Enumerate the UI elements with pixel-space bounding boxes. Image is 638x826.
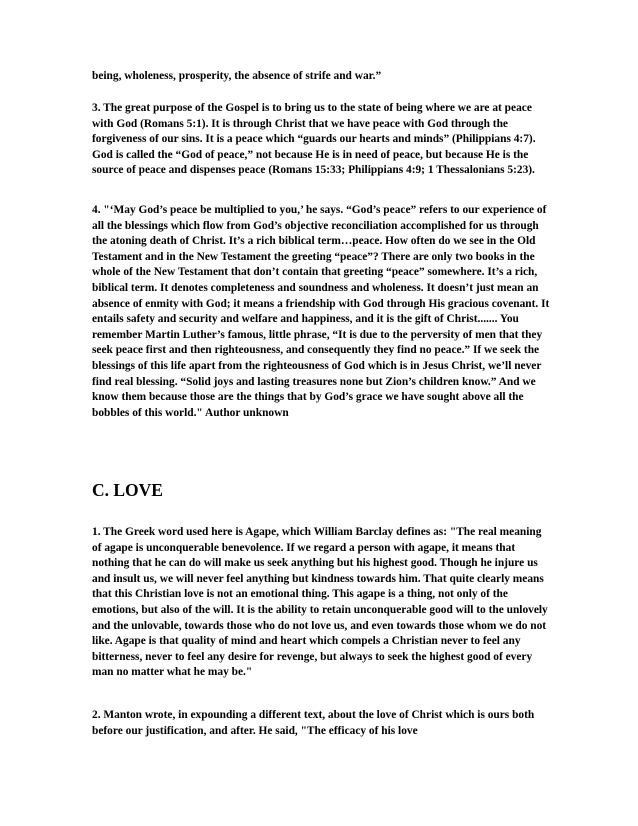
section-heading-love: C. LOVE: [92, 480, 163, 500]
paragraph-love-point-1: 1. The Greek word used here is Agape, which William Barclay defines as: "The real meaning of agape is unconquerable benevolence. If we regard a person with agape, it means that nothing that he can do will make us seek anything but his highest good. Though he injure us and insult us, we will never feel anything but kindness towards him. That quite clearly means that this Christian love is not an emotional thing. This agape is a thing, not only of the emotions, but also of the will. It is the ability to retain unconquerable good will to the unlovely and the unlovable, towards those who do not love us, and even towards those whom we do not like. Agape is that quality of mind and heart which compels a Christian never to feel any bitterness, never to feel any desire for revenge, but always to seek the highest good of every man no matter what he may be.": [92, 526, 548, 679]
paragraph-point-4: 4. "‘May God’s peace be multiplied to you,’ he says. “God’s peace” refers to our experience of all the blessings which flow from God’s objective reconciliation accomplished for us through the atoning death of Christ. It’s a rich biblical term…peace. How often do we see in the Old Testament and in the New Testament the greeting “peace”? There are only two books in the whole of the New Testament that don’t contain that greeting “peace” somewhere. It’s a rich, biblical term. It denotes completeness and soundness and wholeness. It doesn’t just mean an absence of enmity with God; it means a friendship with God through His gracious covenant. It entails safety and security and welfare and happiness, and it is the gift of Christ....... You remember Martin Luther’s famous, little phrase, “It is due to the perversity of men that they seek peace first and then righteousness, and consequently they find no peace.” If we seek the blessings of this life apart from the righteousness of God which is in Jesus Christ, we’ll never find real blessing. “Solid joys and lasting treasures none but Zion’s children know.” And we know them because those are the things that by God’s grace we have sought above all the bobbles of this world." Author unknown: [92, 204, 550, 419]
paragraph-peace-definition-end: being, wholeness, prosperity, the absence of strife and war.”: [92, 70, 382, 82]
paragraph-point-3: 3. The great purpose of the Gospel is to bring us to the state of being where we are at peace with God (Romans 5:1). It is through Christ that we have peace with God through the forgiveness of our sins. It is a peace which “guards our hearts and minds” (Philippians 4:7). God is called the “God of peace,” not because He is in need of peace, but because He is the source of peace and dispenses peace (Romans 15:33; Philippians 4:9; 1 Thessalonians 5:23).: [92, 102, 536, 177]
paragraph-love-point-2: 2. Manton wrote, in expounding a different text, about the love of Christ which is ours both before our justification, and after. He said, "The efficacy of his love: [92, 709, 535, 737]
